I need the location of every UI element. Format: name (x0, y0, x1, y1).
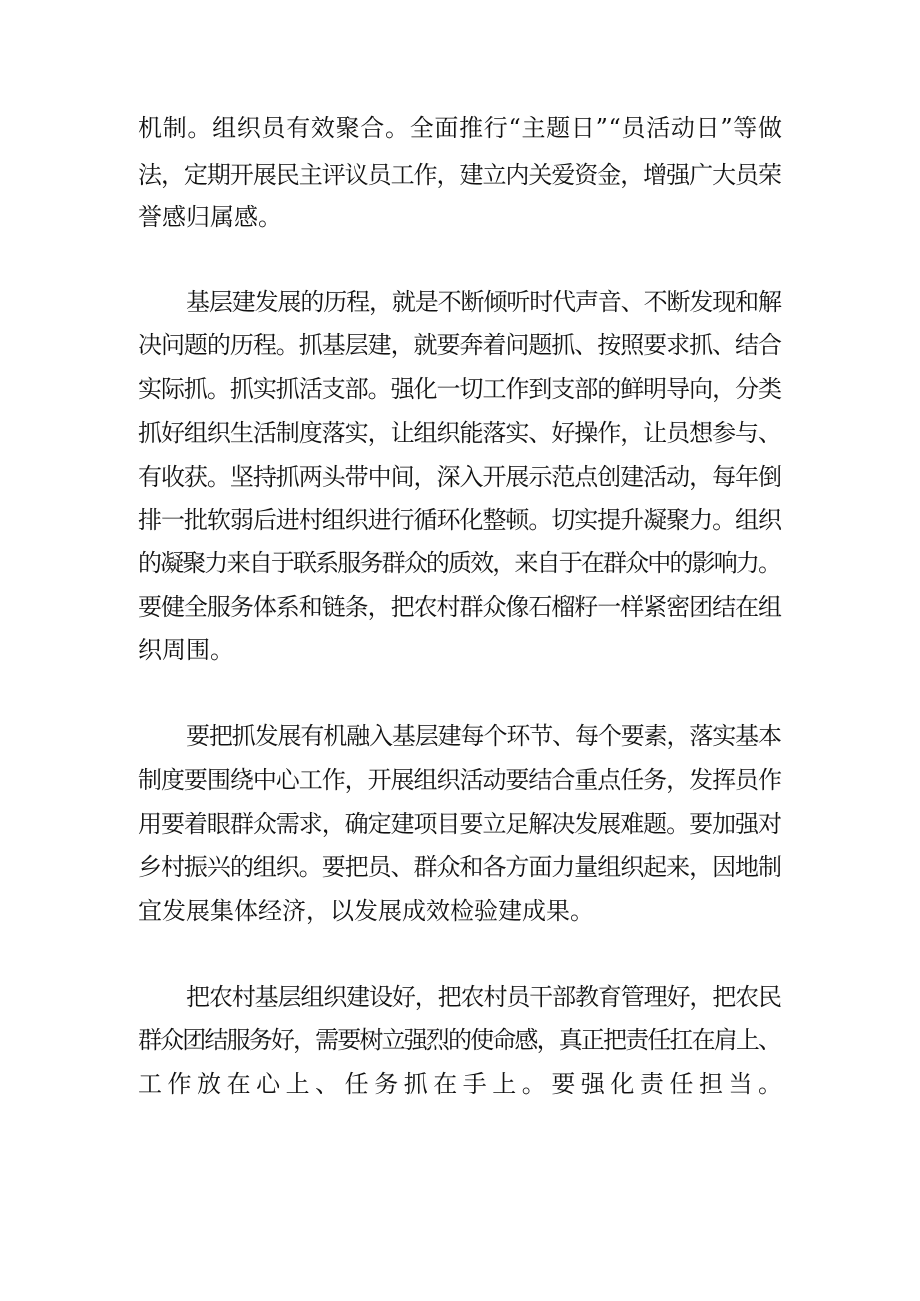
text-line: 用要着眼群众需求，确定建项目要立足解决发展难题。要加强对 (138, 810, 781, 838)
paragraph-2-line (0, 369, 920, 409)
paragraph-2-line (0, 587, 920, 627)
text-line: 抓好组织生活制度落实，让组织能落实、好操作，让员想参与、 (138, 419, 781, 447)
paragraph-2-line (0, 630, 920, 670)
text-line: 基层建发展的历程，就是不断倾听时代声音、不断发现和解 (186, 288, 781, 316)
text-line: 工作放在心上、任务抓在手上。要强化责任担当。 (138, 1070, 788, 1098)
paragraph-4-line (0, 1064, 920, 1104)
paragraph-4-line (0, 1020, 920, 1060)
paragraph-2-line (0, 543, 920, 583)
paragraph-1-line (0, 108, 920, 148)
paragraph-2-line (0, 325, 920, 365)
text-line: 实际抓。抓实抓活支部。强化一切工作到支部的鲜明导向，分类 (138, 375, 781, 403)
paragraph-3-line (0, 847, 920, 887)
text-line: 法，定期开展民主评议员工作，建立内关爱资金，增强广大员荣 (138, 161, 781, 189)
text-line: 乡村振兴的组织。要把员、群众和各方面力量组织起来，因地制 (138, 853, 781, 881)
paragraph-2-line (0, 282, 920, 322)
text-line: 织周围。 (138, 636, 234, 664)
paragraph-3-line (0, 891, 920, 931)
text-line: 誉感归属感。 (138, 203, 282, 231)
paragraph-3-line (0, 760, 920, 800)
text-line: 宜发展集体经济，以发展成效检验建成果。 (138, 897, 594, 925)
text-line: 决问题的历程。抓基层建，就要奔着问题抓、按照要求抓、结合 (138, 331, 781, 359)
paragraph-3-line (0, 804, 920, 844)
paragraph-2-line (0, 500, 920, 540)
text-line: 机制。组织员有效聚合。全面推行“主题日”“员活动日”等做 (138, 114, 783, 142)
text-line: 要健全服务体系和链条，把农村群众像石榴籽一样紧密团结在组 (138, 593, 781, 621)
text-line: 要把抓发展有机融入基层建每个环节、每个要素，落实基本 (186, 722, 781, 750)
paragraph-2-line (0, 413, 920, 453)
paragraph-2-line (0, 457, 920, 497)
paragraph-3-line (0, 716, 920, 756)
paragraph-4-line (0, 977, 920, 1017)
text-line: 有收获。坚持抓两头带中间，深入开展示范点创建活动，每年倒 (138, 463, 781, 491)
paragraph-1-line (0, 197, 920, 237)
text-line: 制度要围绕中心工作，开展组织活动要结合重点任务，发挥员作 (138, 766, 781, 794)
text-line: 排一批软弱后进村组织进行循环化整顿。切实提升凝聚力。组织 (138, 506, 781, 534)
text-line: 群众团结服务好，需要树立强烈的使命感，真正把责任扛在肩上、 (138, 1026, 781, 1054)
text-line: 把农村基层组织建设好，把农村员干部教育管理好，把农民 (186, 983, 781, 1011)
text-line: 的凝聚力来自于联系服务群众的质效，来自于在群众中的影响力。 (138, 549, 781, 577)
paragraph-1-line (0, 155, 920, 195)
